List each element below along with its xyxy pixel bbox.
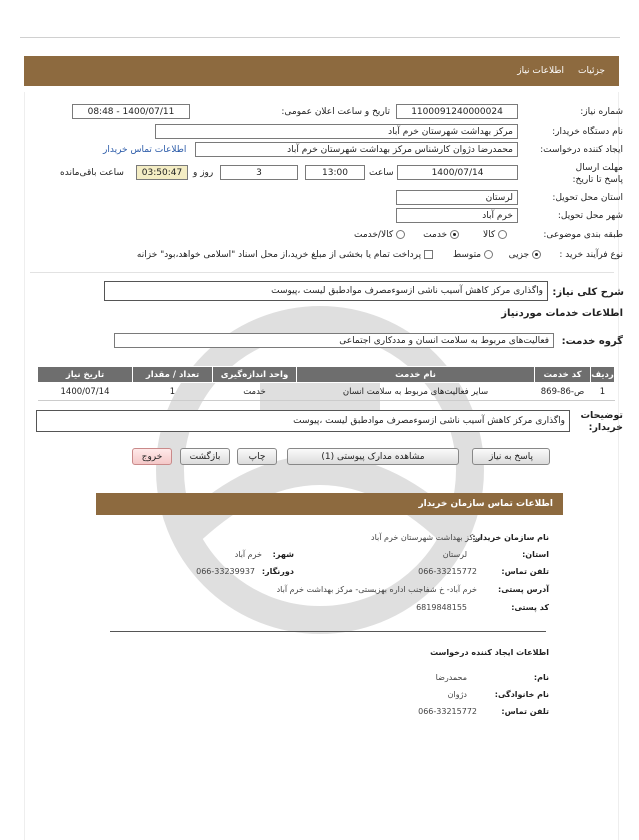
view-documents-button[interactable]: مشاهده مدارک پیوستی (1)	[287, 448, 459, 465]
contact-postal: 6819848155	[416, 603, 467, 612]
creator-field: محمدرضا دژوان کارشناس مرکز بهداشت شهرستان خرم آباد	[195, 142, 518, 157]
announce-label: تاریخ و ساعت اعلان عمومی:	[281, 107, 390, 117]
cell-need-date: 1400/07/14	[38, 383, 133, 401]
reply-button[interactable]: پاسخ به نیاز	[472, 448, 550, 465]
contact-city-label: شهر:	[272, 550, 294, 559]
creator-phone: 066-33215772	[418, 707, 477, 716]
buyer-notes-label: توضیحات خریدار:	[580, 410, 623, 433]
process-option-medium[interactable]: متوسط	[453, 250, 493, 260]
buyer-contact-link[interactable]: اطلاعات تماس خریدار	[103, 145, 187, 155]
contact-city: خرم آباد	[234, 550, 262, 559]
buyer-org-label: نام دستگاه خریدار:	[552, 127, 623, 137]
cell-service-name: سایر فعالیت‌های مربوط به سلامت انسان	[297, 383, 535, 401]
exit-button[interactable]: خروج	[132, 448, 172, 465]
category-option-goods-service[interactable]: کالا/خدمت	[354, 230, 405, 240]
main-panel	[24, 92, 619, 840]
table-row	[38, 383, 615, 401]
cell-quantity: 1	[133, 383, 213, 401]
process-option-minor[interactable]: جزیی	[509, 250, 541, 260]
col-header: ردیف	[591, 367, 615, 383]
category-option-service[interactable]: خدمت	[423, 230, 459, 240]
days-count-field: 3	[220, 165, 298, 180]
creator-label: ایجاد کننده درخواست:	[540, 145, 623, 155]
province-label: استان محل تحویل:	[552, 193, 623, 203]
cell-row-number: 1	[591, 383, 615, 401]
radio-selected-icon	[532, 250, 541, 259]
radio-icon	[484, 250, 493, 259]
contact-divider	[110, 631, 546, 632]
col-header: واحد اندازه‌گیری	[213, 367, 297, 383]
deadline-label: مهلت ارسال پاسخ تا تاریخ:	[572, 163, 623, 185]
service-group-label: گروه خدمت:	[561, 336, 623, 347]
contact-province: لرستان	[442, 550, 467, 559]
contact-postal-label: کد پستی:	[511, 603, 549, 612]
cell-service-code: ص-86-869	[535, 383, 591, 401]
process-label: نوع فرآیند خرید :	[559, 250, 623, 260]
need-number-label: شماره نیاز:	[580, 107, 623, 117]
contact-fax-label: دورنگار:	[261, 567, 294, 576]
announce-field: 1400/07/11 - 08:48	[72, 104, 190, 119]
creator-last-name-label: نام خانوادگی:	[494, 690, 549, 699]
contact-address: خرم آباد- خ شفاجنب اداره بهزیستی- مرکز بهداشت خرم آباد	[276, 585, 477, 594]
creator-first-name-label: نام:	[533, 673, 549, 682]
deadline-date-field: 1400/07/14	[397, 165, 518, 180]
remaining-time-field: 03:50:47	[136, 165, 188, 180]
city-field: خرم آباد	[396, 208, 518, 223]
col-header: کد خدمت	[535, 367, 591, 383]
creator-first-name: محمدرضا	[435, 673, 467, 682]
col-header: تعداد / مقدار	[133, 367, 213, 383]
contact-org-name-label: نام سازمان خریدار:	[472, 533, 549, 542]
cell-unit: خدمت	[213, 383, 297, 401]
back-button[interactable]: بازگشت	[180, 448, 230, 465]
services-section-title: اطلاعات خدمات مورد‌نیاز	[501, 308, 623, 319]
contact-phone: 066-33215772	[418, 567, 477, 576]
top-divider	[20, 37, 620, 38]
radio-icon	[396, 230, 405, 239]
remaining-label: ساعت باقی‌مانده	[60, 168, 124, 178]
checkbox-icon	[424, 250, 433, 259]
category-option-goods[interactable]: کالا	[483, 230, 507, 240]
col-header: تاریخ نیاز	[38, 367, 133, 383]
contact-address-label: آدرس پستی:	[498, 585, 549, 594]
deadline-time-label: ساعت	[369, 168, 394, 178]
nav-link-need-info[interactable]: اطلاعات نیاز	[517, 66, 565, 76]
services-table	[37, 366, 615, 401]
days-label: روز و	[193, 168, 214, 178]
deadline-time-field: 13:00	[305, 165, 365, 180]
service-group-field: فعالیت‌های مربوط به سلامت انسان و مددکاری اجتماعی	[114, 333, 554, 348]
category-label: طبقه بندی موضوعی:	[543, 230, 623, 240]
creator-phone-label: تلفن تماس:	[501, 707, 549, 716]
radio-icon	[498, 230, 507, 239]
creator-info-title: اطلاعات ایجاد کننده درخواست	[430, 648, 549, 657]
contact-province-label: استان:	[522, 550, 549, 559]
contact-phone-label: تلفن تماس:	[501, 567, 549, 576]
section-divider	[30, 272, 614, 273]
col-header: نام خدمت	[297, 367, 535, 383]
contact-org-name: مرکز بهداشت شهرستان خرم آباد	[371, 533, 482, 542]
city-label: شهر محل تحویل:	[557, 211, 623, 221]
header-nav-bar	[24, 56, 619, 86]
buyer-org-field: مرکز بهداشت شهرستان خرم آباد	[155, 124, 518, 139]
contact-section-header: اطلاعات تماس سازمان خریدار	[96, 493, 563, 515]
creator-last-name: دژوان	[447, 690, 467, 699]
need-number-field: 1100091240000024	[396, 104, 518, 119]
nav-link-details[interactable]: جزئیات	[578, 66, 605, 76]
table-header-row	[38, 367, 615, 383]
print-button[interactable]: چاپ	[237, 448, 277, 465]
buyer-notes-field: واگذاری مرکز کاهش آسیب ناشی ازسوءمصرف موادطبق لیست ،پیوست	[36, 410, 570, 432]
summary-label: شرح کلی نیاز:	[552, 287, 624, 298]
treasury-payment-option[interactable]: پرداخت تمام یا بخشی از مبلغ خرید،از محل اسناد "اسلامی خواهد،بود" خزانه	[137, 250, 433, 260]
radio-selected-icon	[450, 230, 459, 239]
contact-fax: 066-33239937	[196, 567, 255, 576]
province-field: لرستان	[396, 190, 518, 205]
summary-field: واگذاری مرکز کاهش آسیب ناشی ازسوءمصرف موادطبق لیست ،پیوست	[104, 281, 548, 301]
